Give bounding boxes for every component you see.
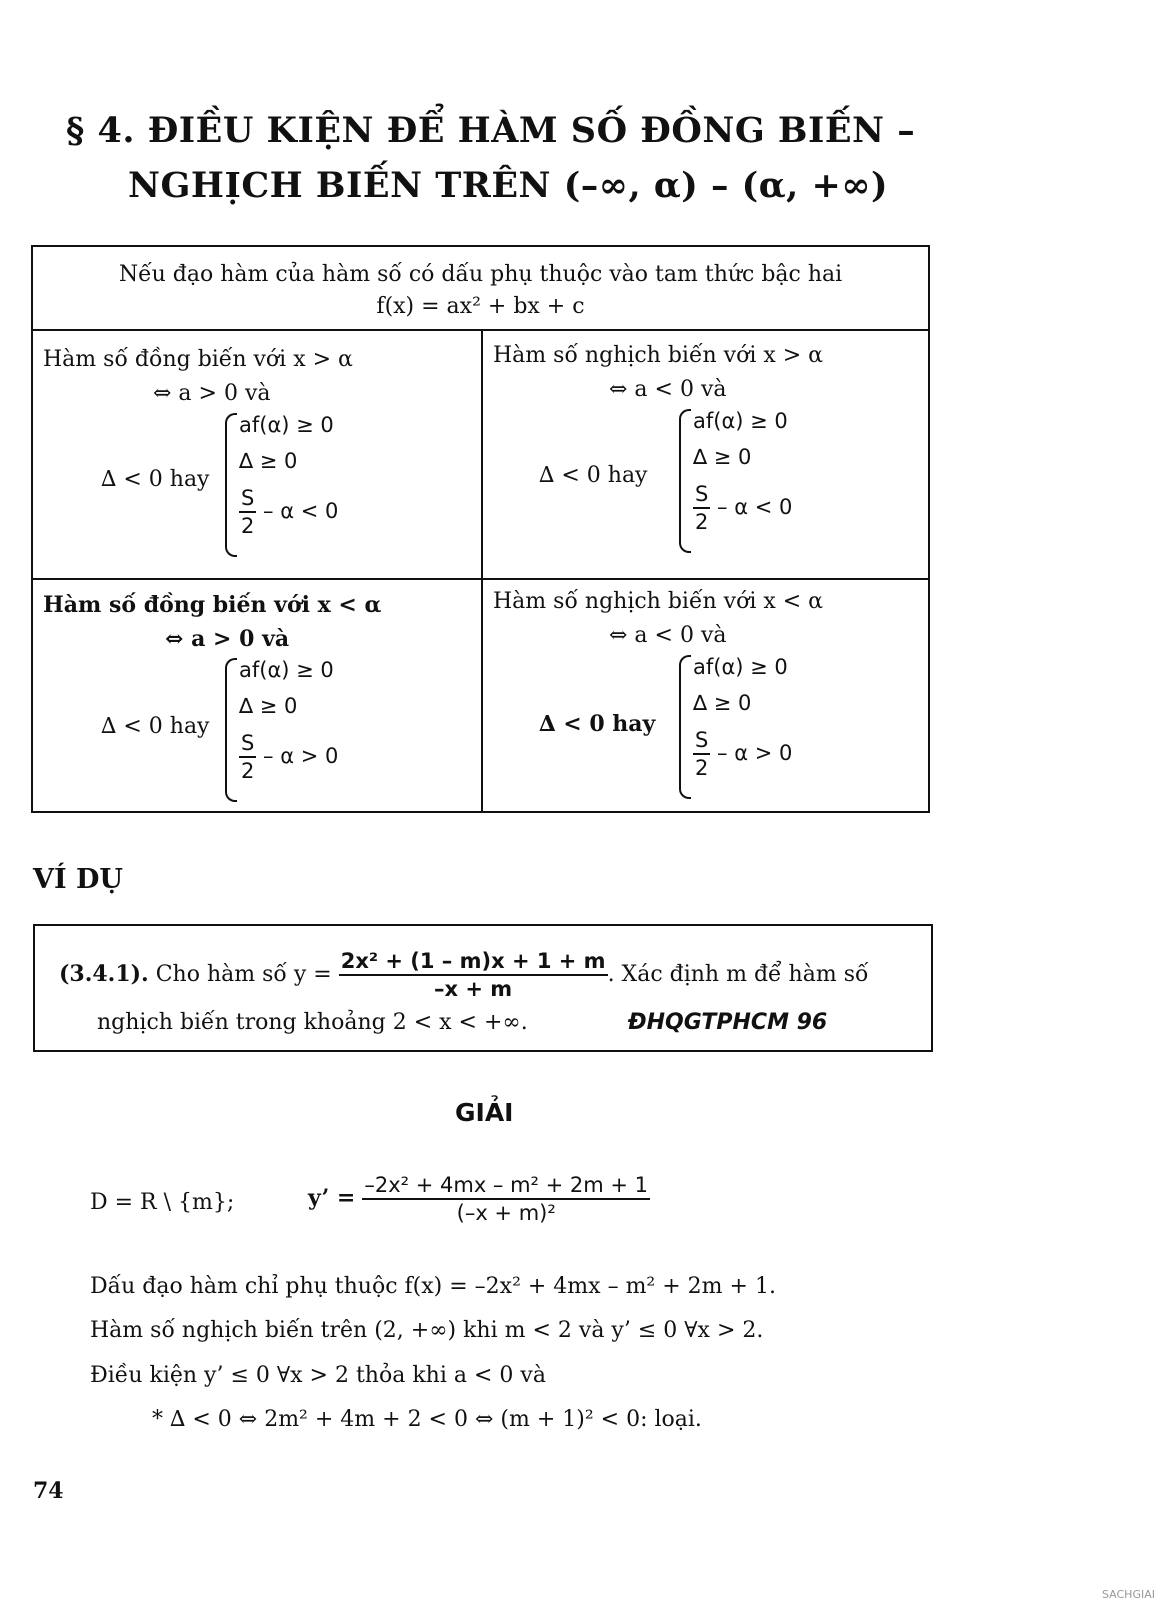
left-brace <box>225 658 237 802</box>
example-fraction: $\frac{\text{2x² + (1 – m)x + 1 + m}}{-x + m}$ <box>340 949 606 1001</box>
cell-heading: Hàm số nghịch biến với x > α <box>493 343 824 368</box>
cell-delta-condition: ∆ < 0 hay <box>539 463 648 488</box>
solution-line2: Hàm số nghịch biến trên (2, +∞) khi m < 2 và y’ ≤ 0 ∀x > 2. <box>90 1318 764 1343</box>
condition-table <box>31 245 930 813</box>
cell-subcondition: ⇔ a > 0 và <box>153 381 271 406</box>
table-header <box>33 247 928 331</box>
solution-line3: Điều kiện y’ ≤ 0 ∀x > 2 thỏa khi a < 0 và <box>90 1363 546 1388</box>
table-cell-increasing-lt <box>43 592 473 807</box>
table-cell-increasing-gt <box>43 347 473 567</box>
section-title-line1: § 4. ĐIỀU KIỆN ĐỂ HÀM SỐ ĐỒNG BIẾN – <box>66 110 916 151</box>
table-divider-vertical <box>481 331 483 811</box>
section-title-line2: NGHỊCH BIẾN TRÊN (–∞, α) – (α, +∞) <box>128 165 889 206</box>
table-divider-horizontal <box>33 578 928 580</box>
solution-line4: * ∆ < 0 ⇔ 2m² + 4m + 2 < 0 ⇔ (m + 1)² < 0: loại. <box>152 1407 702 1432</box>
table-header-line2: f(x) = ax² + bx + c <box>376 294 585 319</box>
cell-subcondition: ⇔ a > 0 và <box>165 626 290 652</box>
system-row-1: af(α) ≥ 0 <box>239 658 334 682</box>
example-heading: VÍ DỤ <box>33 864 123 895</box>
left-brace <box>679 655 691 799</box>
cell-delta-condition: ∆ < 0 hay <box>101 467 210 492</box>
example-after: . Xác định m để hàm số <box>607 962 869 987</box>
watermark-logo: SACHGIAI <box>1101 1588 1155 1601</box>
page-number: 74 <box>33 1478 64 1504</box>
system-row-3: $\frac{S}{2}$ – α > 0 <box>694 728 793 780</box>
cell-heading: Hàm số nghịch biến với x < α <box>493 589 824 614</box>
cell-subcondition: ⇔ a < 0 và <box>609 377 727 402</box>
system-row-1: af(α) ≥ 0 <box>239 413 334 437</box>
system-row-2: ∆ ≥ 0 <box>239 694 298 718</box>
cell-delta-condition: ∆ < 0 hay <box>101 714 210 739</box>
system-row-1: af(α) ≥ 0 <box>693 409 788 433</box>
example-intro: Cho hàm số y = <box>155 962 332 987</box>
solution-domain: D = R \ {m}; <box>90 1190 235 1215</box>
system-row-2: ∆ ≥ 0 <box>239 449 298 473</box>
left-brace <box>225 413 237 557</box>
solution-derivative: y’ = $\frac{\text{–2x² + 4mx – m² + 2m + 1}}{\text{(–x + m)²}}$ <box>308 1173 649 1225</box>
example-line1 <box>59 948 868 1002</box>
cell-subcondition: ⇔ a < 0 và <box>609 623 727 648</box>
system-row-3: $\frac{S}{2}$ – α < 0 <box>694 482 793 534</box>
cell-heading: Hàm số đồng biến với x < α <box>43 592 382 618</box>
cell-delta-condition: ∆ < 0 hay <box>539 711 656 737</box>
system-row-1: af(α) ≥ 0 <box>693 655 788 679</box>
example-line2: nghịch biến trong khoảng 2 < x < +∞. <box>97 1010 528 1035</box>
table-header-line1: Nếu đạo hàm của hàm số có dấu phụ thuộc vào tam thức bậc hai <box>118 262 843 287</box>
left-brace <box>679 409 691 553</box>
system-row-3: $\frac{S}{2}$ – α < 0 <box>240 486 339 538</box>
system-row-2: ∆ ≥ 0 <box>693 691 752 715</box>
system-row-3: $\frac{S}{2}$ – α > 0 <box>240 731 339 783</box>
example-label: (3.4.1). <box>59 961 149 987</box>
system-row-2: ∆ ≥ 0 <box>693 445 752 469</box>
table-cell-decreasing-gt <box>493 343 923 563</box>
example-box <box>33 924 933 1052</box>
solution-line1: Dấu đạo hàm chỉ phụ thuộc f(x) = –2x² + 4mx – m² + 2m + 1. <box>90 1274 776 1299</box>
solution-heading: GIẢI <box>455 1098 514 1127</box>
example-source: ĐHQGTPHCM 96 <box>628 1010 828 1035</box>
cell-heading: Hàm số đồng biến với x > α <box>43 347 353 372</box>
table-cell-decreasing-lt <box>493 589 923 804</box>
